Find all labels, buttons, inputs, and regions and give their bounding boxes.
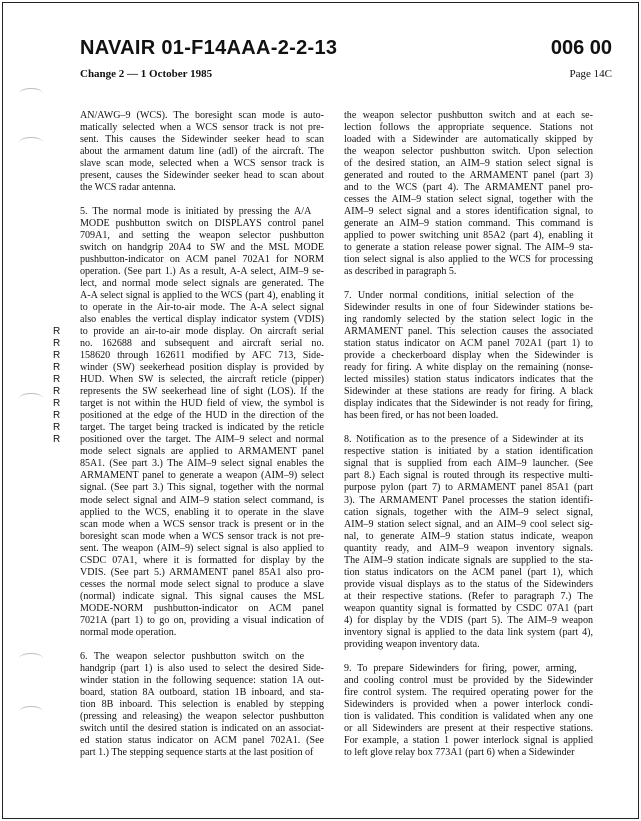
- text-line-content: part 8.) Each signal is routed through its respective multi-: [344, 470, 593, 482]
- change-notice: Change 2 — 1 October 1985: [80, 68, 213, 80]
- text-line-content: switch on handgrip 20A4 to SW and the MSL MODE: [80, 242, 324, 254]
- text-line: [80, 555, 324, 567]
- text-line: [53, 410, 324, 422]
- text-line-content: Sidewinder at these stations are ready for firing. A black: [344, 386, 593, 398]
- text-line: [344, 242, 593, 254]
- text-line-content: loaded with a Sidewinder are automatically skipped by: [344, 134, 593, 146]
- text-line-content: generated and routed to the ARMAMENT panel (part 3): [344, 170, 593, 182]
- text-line-content: lection follows the appropriate sequence. Stations not: [344, 122, 593, 134]
- text-line-content: AN/AWG–9 (WCS). The boresight scan mode is auto-: [80, 110, 324, 121]
- text-line-content: ing randomly selected by the station select logic in the: [344, 314, 593, 326]
- text-line-content: respective station is initiated by a station identification: [344, 446, 593, 458]
- text-line: [80, 735, 324, 747]
- text-line: [53, 386, 324, 398]
- text-line: [80, 711, 324, 723]
- text-line: [53, 374, 324, 386]
- text-line: [80, 110, 324, 122]
- text-line: [80, 242, 324, 254]
- text-line: [80, 314, 324, 326]
- text-line-content: provide a checkerboard display when the Sidewinder is: [344, 350, 593, 362]
- text-line-content: VDIS. (See part 5.) ARMAMENT panel 85A1 also pro-: [80, 566, 324, 578]
- text-line: [344, 495, 593, 507]
- text-line-content: sent. This causes the Sidewinder seeker head to scan: [80, 134, 324, 146]
- text-line-content: boresight scan mode when a WCS sensor track is not pre-: [80, 530, 324, 542]
- revision-mark: R: [53, 410, 61, 422]
- text-line-content: 6. The weapon selector pushbutton switch on the: [80, 650, 305, 662]
- text-line-content: part 1.) The stepping sequence starts at the last position of: [80, 746, 314, 758]
- binder-hole-mark: [19, 137, 43, 148]
- text-line: [53, 422, 324, 434]
- text-line: [80, 254, 324, 266]
- text-line: [80, 278, 324, 290]
- text-line-content: ready for firing. A white display on the remaining (nonse-: [344, 362, 593, 374]
- text-line: [344, 110, 593, 122]
- text-line-content: HUD. When SW is selected, the aircraft reticle (pipper): [80, 374, 324, 386]
- text-line-content: signal. (See part 3.) This signal, together with the normal: [80, 482, 324, 494]
- paragraph-gap: [344, 422, 593, 434]
- text-line: [80, 122, 324, 134]
- text-line: [344, 254, 593, 266]
- text-line-content: scan mode when a WCS sensor track is present or in the: [80, 518, 324, 530]
- text-line-content: winder station in the following sequence: station 1A out-: [80, 674, 324, 686]
- text-line: [80, 567, 324, 579]
- text-line-content: generate an AIM–9 station command. This command is: [344, 218, 593, 230]
- text-line: [344, 519, 593, 531]
- text-line: [80, 266, 324, 278]
- text-line-content: A-A select signal is applied to the WCS (part 4), enabling it: [80, 290, 324, 302]
- text-line-content: station status indicator on ACM panel 702A1 (part 1) to: [344, 338, 593, 350]
- text-line: [80, 290, 324, 302]
- text-line-content: sent. The weapon (AIM–9) select signal is also applied to: [80, 542, 324, 554]
- text-line-content: 7021A (part 1) to go on, providing a visual indication of: [80, 614, 324, 626]
- text-line-content: inventory signal is applied to the data link system (part 4),: [344, 626, 593, 638]
- text-line: [344, 398, 593, 410]
- paragraph-gap: [80, 639, 324, 651]
- text-line-content: 9. To prepare Sidewinders for firing, power, arming,: [344, 662, 577, 674]
- text-line: [80, 158, 324, 170]
- text-line-content: quantity ready, and AIM–9 weapon inventory signals.: [344, 542, 593, 554]
- text-line: [344, 747, 593, 759]
- text-line: [80, 531, 324, 543]
- text-line: [344, 446, 593, 458]
- text-line-content: tion 8B inboard. This selection is enabled by stepping: [80, 698, 324, 710]
- binder-hole-mark: [19, 706, 43, 717]
- text-line: [80, 615, 324, 627]
- text-line: [80, 218, 324, 230]
- text-line-content: of the desired station, an AIM–9 station select signal is: [344, 158, 593, 170]
- binder-hole-mark: [19, 88, 43, 99]
- text-line-content: lected missiles) station status indicators indicates that the: [344, 374, 593, 386]
- text-line: [344, 266, 593, 278]
- text-line-content: handgrip (part 1) is also used to select the desired Side-: [80, 662, 324, 674]
- text-line-content: winder (SW) seekerhead position display is provided by: [80, 362, 324, 374]
- text-line-content: cation signals, together with the AIM–9 select signal,: [344, 506, 593, 518]
- text-line: [80, 651, 324, 663]
- text-line-content: 85A1. (See part 3.) The AIM–9 select signal enables the: [80, 458, 324, 470]
- text-line: [53, 398, 324, 410]
- text-line-content: no. 162688 and subsequent and aircraft serial no.: [80, 338, 324, 350]
- text-line-content: weapon quantity signal is formatted by CSDC 07A1 (part: [344, 602, 593, 614]
- text-line: [80, 519, 324, 531]
- text-line: [344, 230, 593, 242]
- text-line-content: positioned over the target. The AIM–9 select and normal: [80, 434, 324, 446]
- text-line: [80, 146, 324, 158]
- text-line: [344, 374, 593, 386]
- text-line-content: or all Sidewinders are present at their respective stations.: [344, 722, 593, 734]
- text-line-content: tion select signal is also applied to the WCS for processing: [344, 254, 593, 266]
- binder-hole-mark: [19, 653, 43, 664]
- revision-mark: R: [53, 326, 61, 338]
- text-line-content: operation. (See part 1.) As a result, A-A select, AIM–9 se-: [80, 266, 324, 278]
- text-line: [80, 507, 324, 519]
- text-line-content: 7. Under normal conditions, initial selection of the: [344, 290, 574, 302]
- text-line: [344, 302, 593, 314]
- text-line: [344, 170, 593, 182]
- text-line-content: at their respective stations. (Refer to paragraph 7.) The: [344, 590, 593, 602]
- text-line-content: 3). The ARMAMENT Panel processes the station identifi-: [344, 494, 593, 506]
- text-line: [80, 723, 324, 735]
- text-line: [80, 446, 324, 458]
- revision-mark: R: [53, 386, 61, 398]
- text-line-content: MODE-NORM pushbutton-indicator on ACM panel: [80, 602, 324, 614]
- text-line: [80, 663, 324, 675]
- text-line-content: AIM–9 select signal and a stores identification signal, to: [344, 206, 593, 218]
- text-line-content: cesses the AIM–9 station select signal, together with the: [344, 194, 593, 206]
- text-line: [344, 735, 593, 747]
- text-line-content: matically selected when a WCS sensor track is not pre-: [80, 122, 324, 134]
- text-line-content: and cooling control must be provided by the Sidewinder: [344, 674, 593, 686]
- text-line: [344, 639, 593, 651]
- text-line-content: fire control system. The required operating power for the: [344, 686, 593, 698]
- revision-mark: R: [53, 338, 61, 350]
- text-line: [344, 338, 593, 350]
- text-line: [80, 182, 324, 194]
- text-line-content: applied to the WCS, enabling it to operate in the slave: [80, 506, 324, 518]
- text-line-content: has been fired, or has not been loaded.: [344, 410, 499, 422]
- text-line: [344, 615, 593, 627]
- text-line: [80, 482, 324, 494]
- text-line-content: pushbutton-indicator on ACM panel 702A1 for NORM: [80, 254, 324, 266]
- text-line-content: 8. Notification as to the presence of a Sidewinder at its: [344, 434, 584, 446]
- page-number: Page 14C: [569, 68, 612, 80]
- text-line-content: The AIM–9 station indicate signals are supplied to the sta-: [344, 554, 593, 566]
- text-line-content: lect, and normal mode select signals are generated. The: [80, 278, 324, 290]
- text-line-content: tion is validated. This condition is validated when any one: [344, 710, 593, 722]
- text-line: [344, 531, 593, 543]
- text-line-content: present, causes the Sidewinder seeker head to scan about: [80, 170, 324, 182]
- revision-mark: R: [53, 434, 61, 446]
- text-line: [344, 591, 593, 603]
- text-line: [344, 458, 593, 470]
- text-line: [80, 627, 324, 639]
- binder-hole-mark: [19, 393, 43, 404]
- text-line: [80, 470, 324, 482]
- revision-mark: R: [53, 398, 61, 410]
- text-line: [344, 555, 593, 567]
- text-line-content: board, station 8A outboard, station 1B inboard, and sta-: [80, 686, 324, 698]
- text-line-content: ARMAMENT panel. This selection causes the associated: [344, 326, 593, 338]
- text-line: [80, 495, 324, 507]
- text-line: [344, 579, 593, 591]
- text-line: [344, 711, 593, 723]
- text-line: [53, 338, 324, 350]
- text-line: [344, 194, 593, 206]
- publication-number: NAVAIR 01-F14AAA-2-2-13: [80, 37, 338, 59]
- text-line: [344, 627, 593, 639]
- text-line-content: provide visual displays as to the status of the Sidewinders: [344, 578, 593, 590]
- text-line: [344, 699, 593, 711]
- text-line-content: as described in paragraph 5.: [344, 266, 457, 278]
- text-line-content: tion status indicators on the ACM panel (part 1), which: [344, 566, 593, 578]
- text-line-content: signal that is supplied from each AIM–9 launcher. (See: [344, 458, 593, 470]
- text-line-content: providing weapon inventory data.: [344, 638, 480, 650]
- text-line-content: represents the SW seekerhead line of sight (LOS). If the: [80, 386, 324, 398]
- text-line-content: ed station status indicator on ACM panel 702A1. (See: [80, 734, 324, 746]
- text-line: [344, 663, 593, 675]
- paragraph-gap: [80, 194, 324, 206]
- text-line-content: Sidewinders is provided when a power interlock condi-: [344, 698, 593, 710]
- text-line-content: target. The target being tracked is indicated by the reticle: [80, 422, 324, 434]
- text-line: [344, 362, 593, 374]
- text-line-content: Sidewinder results in one of four Sidewinder stations be-: [344, 302, 593, 314]
- text-line-content: switch until the desired station is indicated on an associat-: [80, 722, 324, 734]
- text-line: [80, 579, 324, 591]
- text-line: [80, 603, 324, 615]
- text-line-content: to generate a station release power signal. The AIM–9 sta-: [344, 242, 593, 254]
- text-line-content: For example, a station 1 power interlock signal is applied: [344, 734, 593, 746]
- text-line-content: nal, to generate AIM–9 station status indicate, weapon: [344, 530, 593, 542]
- text-line: [344, 314, 593, 326]
- text-line: [80, 675, 324, 687]
- text-line-content: about the armament datum line (adl) of the aircraft. The: [80, 146, 324, 158]
- revision-mark: R: [53, 374, 61, 386]
- text-line-content: mode select signal and AIM–9 station select command, is: [80, 494, 324, 506]
- text-line: [344, 134, 593, 146]
- text-line: [80, 302, 324, 314]
- text-line-content: also enables the vertical display indicator system (VDIS): [80, 314, 324, 326]
- text-line-content: cesses the normal mode select signal to produce a slave: [80, 578, 324, 590]
- text-line-content: to left glove relay box 773A1 (part 6) when a Sidewinder: [344, 746, 575, 758]
- text-line-content: to operate in the Air-to-air mode. The A-A select signal: [80, 302, 324, 314]
- text-line-content: the weapon selector pushbutton switch. Upon selection: [344, 146, 593, 158]
- text-line-content: 709A1, and setting the weapon selector pushbutton: [80, 230, 324, 242]
- text-line: [80, 230, 324, 242]
- revision-mark: R: [53, 350, 61, 362]
- right-text-column: [344, 110, 593, 759]
- text-line-content: 4) for display by the VDIS (part 5). The AIM–9 weapon: [344, 614, 593, 626]
- text-line-content: purpose pylon (part 7) to ARMAMENT panel 85A1 (part: [344, 482, 593, 494]
- text-line: [80, 747, 324, 759]
- text-line: [344, 182, 593, 194]
- text-line-content: to provide an air-to-air mode display. On aircraft serial: [80, 326, 324, 338]
- text-line: [53, 434, 324, 446]
- text-line: [344, 675, 593, 687]
- text-line-content: AIM–9 station select signal, and an AIM–9 cool select sig-: [344, 518, 593, 530]
- text-line: [80, 543, 324, 555]
- text-line: [344, 482, 593, 494]
- text-line: [344, 158, 593, 170]
- text-line: [344, 507, 593, 519]
- text-line-content: target is not within the HUD field of view, the symbol is: [80, 398, 324, 410]
- text-line-content: 5. The normal mode is initiated by pressing the A/A: [80, 206, 312, 218]
- text-line: [80, 591, 324, 603]
- text-line: [344, 687, 593, 699]
- text-line: [344, 723, 593, 735]
- text-line-content: 158620 through 162611 modified by AFC 713, Side-: [80, 350, 324, 362]
- text-line-content: the WCS radar antenna.: [80, 182, 176, 194]
- revision-mark: R: [53, 422, 61, 434]
- text-line-content: slave scan mode, selected when a WCS sensor track is: [80, 158, 324, 170]
- text-line-content: CSDC 07A1, where it is formatted for display by the: [80, 554, 324, 566]
- text-line-content: normal mode operation.: [80, 626, 177, 638]
- text-line: [344, 386, 593, 398]
- text-line: [344, 567, 593, 579]
- text-line: [53, 326, 324, 338]
- text-line: [344, 603, 593, 615]
- text-line-content: positioned at the edge of the HUD in the direction of the: [80, 410, 324, 422]
- text-line-content: MODE pushbutton switch on DISPLAYS control panel: [80, 218, 324, 230]
- text-line-content: applied to power switching unit 85A2 (part 4), enabling it: [344, 230, 593, 242]
- text-line: [344, 146, 593, 158]
- text-line-content: ARMAMENT panel to generate a weapon (AIM–9) select: [80, 470, 324, 482]
- text-line-content: the weapon selector pushbutton switch and at each se-: [344, 110, 593, 121]
- work-package-number: 006 00: [550, 37, 612, 59]
- text-line: [53, 350, 324, 362]
- revision-mark: R: [53, 362, 61, 374]
- text-line: [80, 687, 324, 699]
- text-line: [80, 206, 324, 218]
- text-line: [344, 350, 593, 362]
- text-line: [344, 122, 593, 134]
- text-line: [344, 326, 593, 338]
- text-line-content: and to the WCS (part 4). The ARMAMENT panel pro-: [344, 182, 593, 194]
- text-line: [344, 543, 593, 555]
- text-line: [80, 170, 324, 182]
- text-line: [344, 218, 593, 230]
- text-line-content: (pressing and releasing) the weapon selector pushbutton: [80, 710, 324, 722]
- text-line-content: display indicates that the Sidewinder is not ready for firing,: [344, 398, 593, 410]
- text-line: [80, 134, 324, 146]
- paragraph-gap: [344, 651, 593, 663]
- text-line: [344, 410, 593, 422]
- left-text-column: [53, 110, 324, 759]
- text-line: [344, 470, 593, 482]
- text-line: [344, 290, 593, 302]
- text-line-content: (normal) indicate signal. This signal causes the MSL: [80, 590, 324, 602]
- text-line-content: mode select signals are applied to ARMAMENT panel: [80, 446, 324, 458]
- text-line: [344, 206, 593, 218]
- text-line: [53, 362, 324, 374]
- text-line: [80, 458, 324, 470]
- paragraph-gap: [344, 278, 593, 290]
- text-line: [344, 434, 593, 446]
- text-line: [80, 699, 324, 711]
